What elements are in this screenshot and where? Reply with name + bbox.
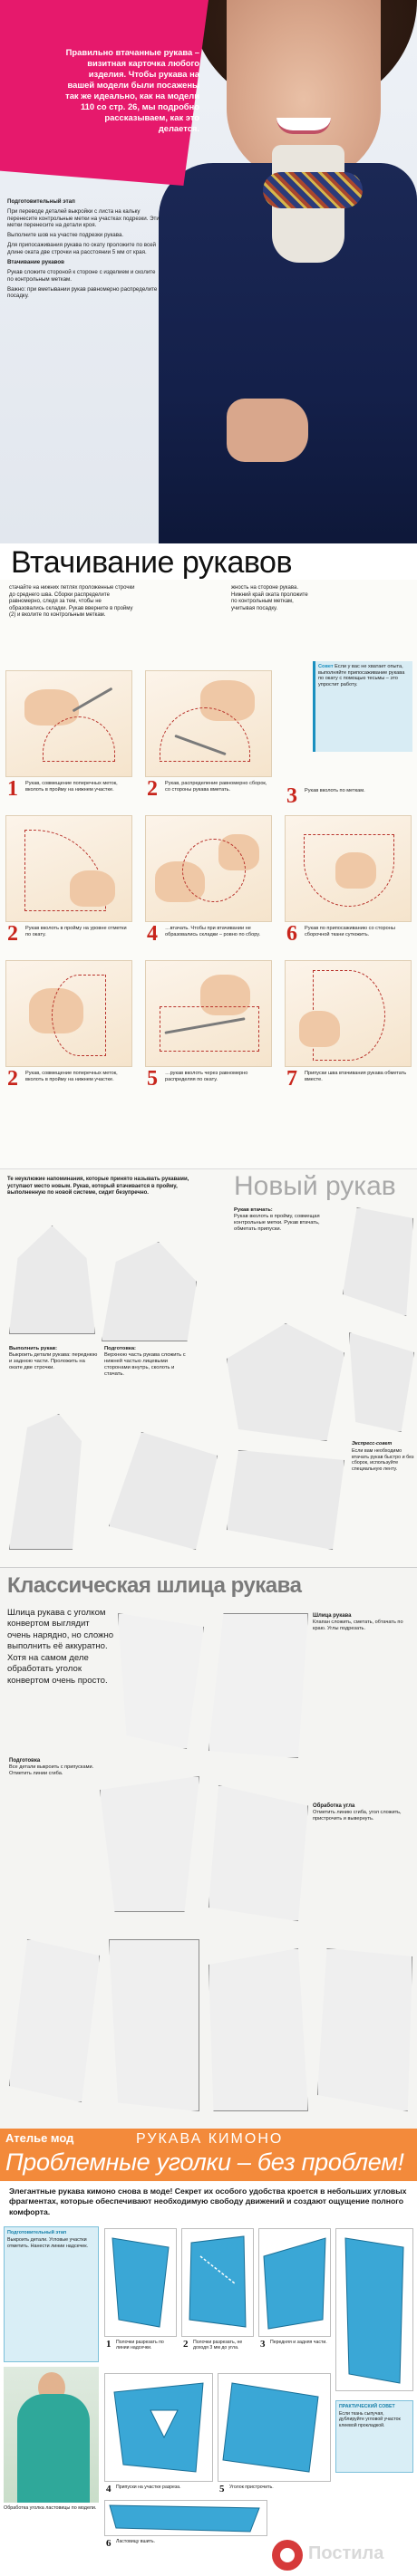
- step-card: [285, 815, 412, 951]
- section-intro: Шлица рукава с уголком конвертом выглядит очень нарядно, но сложно выполнить её аккуратно. Хотя на самом деле обработать уголок конвертом очень просто.: [7, 1608, 114, 1686]
- steps-intro-text: стачайте на нижних петлях проложенные строчки до среднего шва. Сборки распределите равномерно, следя за тем, чтобы не образовались складки. Рукав вверните в пройму (2) и вколите по контрольным меткам.: [9, 585, 135, 618]
- text-column: [313, 1613, 414, 1632]
- watermark-text: Постила: [308, 2543, 384, 2563]
- column-heading: Выполнить рукав:: [9, 1346, 58, 1351]
- watermark-logo-icon: [272, 2540, 303, 2571]
- kimono-pattern-icon: [105, 2229, 176, 2336]
- step-number: 6: [286, 922, 297, 946]
- step-caption: Рукав, совмещение поперечных меток, вколоть в пройму на нижнем участке.: [25, 1071, 118, 1082]
- step-number: 6: [106, 2538, 112, 2549]
- model-scarf: [263, 172, 363, 208]
- orange-header: [0, 2129, 417, 2181]
- step-illustration: [5, 815, 132, 922]
- model-photo: [4, 2367, 99, 2503]
- advice-title: Совет: [318, 664, 334, 669]
- sleeve-pattern: [343, 1207, 413, 1316]
- step-panel: [104, 2228, 177, 2337]
- new-sleeve-section: [0, 1168, 417, 1567]
- step-caption: Припуски на участке разреза.: [116, 2485, 181, 2490]
- kimono-sleeve-section: [0, 2129, 417, 2576]
- step-illustration: [145, 960, 272, 1067]
- prep-heading: Подготовительный этап: [7, 198, 75, 205]
- step-card: [5, 960, 132, 1096]
- column-text: Все детали выкроить с припусками. Отметить линии сгиба.: [9, 1764, 94, 1776]
- step-caption: Полочки разрезать, не доходя 3 мм до угла.: [193, 2340, 243, 2350]
- step-paragraph-1: Рукав сложите стороной к стороне с изделием и сколите по контрольным меткам.: [7, 269, 156, 283]
- rubric-atelier: Ателье мод: [5, 2131, 74, 2145]
- prep-title: Подготовительный этап: [7, 2230, 67, 2235]
- sleeve-pattern: [9, 1414, 100, 1550]
- step-number: 7: [286, 1067, 297, 1091]
- step-caption: …рукав вколоть через равномерно распределяя по окату.: [165, 1071, 248, 1082]
- sleeve-setting-steps: [0, 580, 417, 1168]
- column-heading: Шлица рукава: [313, 1613, 352, 1619]
- column-text: Клапан сложить, сметать, обтачать по краю. Углы подрезать.: [313, 1620, 403, 1631]
- step-panel: [104, 2373, 213, 2482]
- step-caption: Ластовицу вшить.: [116, 2539, 156, 2544]
- sleeve-pattern: [227, 1450, 344, 1550]
- prep-paragraph-2: Выполните шов на участке подрезки рукава.: [7, 232, 124, 238]
- step-number: 2: [147, 777, 158, 801]
- step-number: 3: [260, 2339, 266, 2350]
- model-caption: Обработка уголка ластовицы по модели.: [4, 2505, 97, 2511]
- step-illustration: [5, 670, 132, 777]
- section-lead: Элегантные рукава кимоно снова в моде! Секрет их особого удобства кроется в небольших угловых фрагментах, которые обеспечивают необходимую свободу движений и создают ощущение полного комфорта.: [9, 2187, 407, 2216]
- sleeve-pattern: [9, 1226, 95, 1334]
- slit-pattern: [208, 1613, 308, 1758]
- kimono-pattern-icon: [105, 2374, 212, 2481]
- step-caption: Рукав по припосаживанию со стороны сборочной ткани сутюжить.: [305, 926, 395, 937]
- site-watermark: [272, 2538, 415, 2574]
- section-headline: Проблемные уголки – без проблем!: [5, 2148, 404, 2176]
- step-caption: Уголок пристрочить.: [229, 2485, 274, 2490]
- step-caption: Рукав вколоть в пройму на уровне отметки по окату.: [25, 926, 127, 937]
- kimono-pattern-icon: [259, 2229, 330, 2336]
- step-card: [145, 815, 272, 951]
- column-heading: Подготовка: [9, 1758, 41, 1764]
- step-card: [145, 960, 272, 1096]
- prep-box: [4, 2226, 99, 2362]
- sleeve-pattern: [102, 1242, 197, 1341]
- intro-text: [7, 195, 161, 303]
- step-card: [285, 960, 412, 1096]
- step-number: 2: [7, 922, 18, 946]
- sleeve-pattern: [227, 1323, 344, 1441]
- slit-pattern: [100, 1776, 199, 1912]
- step-number: 3: [286, 784, 297, 808]
- step-caption: …втачать. Чтобы при втачивании не образовались складки – ровно по сбору.: [165, 926, 261, 937]
- step-caption: Рукав вколоть по меткам.: [305, 788, 365, 793]
- slit-pattern: [317, 1948, 412, 2111]
- sleeve-slit-section: [0, 1567, 417, 2129]
- intro-section: [0, 0, 417, 580]
- step-heading: Втачивание рукавов: [7, 259, 64, 266]
- express-tip: [352, 1441, 415, 1550]
- section-title: Классическая шлица рукава: [7, 1573, 302, 1598]
- column-text: Выкроить детали рукава: переднюю и заднюю части. Проложить на окате две строчки.: [9, 1352, 98, 1371]
- section-title: Новый рукав: [234, 1171, 396, 1201]
- prep-paragraph-3: Для припосаживания рукава по окату проложите по всей длине оката две строчки на расстоянии 5 мм от края.: [7, 241, 156, 255]
- step-caption: Полочки разрезать по линии надсечки.: [116, 2340, 164, 2350]
- slit-pattern: [208, 1948, 308, 2111]
- sleeve-pattern: [109, 1432, 218, 1550]
- model-torso: [17, 2394, 90, 2503]
- advice-text: Если у вас не хватает опыта, выполняйте припосаживание рукава по окату с помощью тесьмы – это упростит работу.: [318, 664, 405, 688]
- step-caption: Припуски шва втачивания рукава обметать вместе.: [305, 1071, 407, 1082]
- express-text: Если вам необходимо втачать рукав быстро и без сборок, используйте специальную ленту.: [352, 1448, 414, 1472]
- step-panel: [181, 2228, 254, 2337]
- step-panel: [258, 2228, 331, 2337]
- express-title: Экспресс-совет: [352, 1441, 393, 1447]
- kimono-pattern-icon: [105, 2501, 267, 2535]
- step-number: 2: [183, 2339, 189, 2350]
- step-number: 5: [219, 2484, 225, 2494]
- text-column: [313, 1803, 414, 1822]
- column-text: Отметить линию сгиба, угол сложить, пристрочить и вывернуть.: [313, 1810, 402, 1821]
- column-heading: Обработка угла: [313, 1803, 355, 1809]
- column-text: Верхнюю часть рукава сложить с нижней частью лицевыми сторонами внутрь, сколоть и стачать.: [104, 1352, 186, 1378]
- step-illustration: [145, 815, 272, 922]
- step-number: 5: [147, 1067, 158, 1091]
- step-caption: Передняя и задняя части.: [270, 2340, 327, 2345]
- step-card: [285, 743, 412, 815]
- step-panel: [218, 2373, 331, 2482]
- section-title: Втачивание рукавов: [11, 545, 293, 580]
- steps-column-text: жность на стороне рукава. Нижний край оката проложите по контрольным меткам, учитывая посадку.: [231, 585, 308, 611]
- step-number: 1: [7, 777, 18, 801]
- slit-pattern: [9, 1939, 100, 2102]
- column-heading: Рукав втачать:: [234, 1207, 273, 1213]
- tip-text: Если ткань сыпучая, дублируйте угловой участок клеевой прокладкой.: [339, 2411, 401, 2428]
- sleeve-pattern: [349, 1332, 414, 1432]
- text-column: [9, 1346, 100, 1371]
- slit-pattern: [208, 1785, 308, 1921]
- step-caption: Рукав, совмещение поперечных меток, вколоть в пройму на нижнем участке.: [25, 781, 118, 793]
- rubric-kimono: РУКАВА КИМОНО: [136, 2131, 284, 2147]
- step-illustration: [285, 960, 412, 1067]
- slit-pattern: [118, 1613, 204, 1749]
- kimono-pattern-icon: [218, 2374, 330, 2481]
- advice-box: [313, 661, 412, 752]
- step-number: 4: [106, 2484, 112, 2494]
- kimono-pattern-icon: [336, 2229, 412, 2390]
- left-column: [4, 2226, 99, 2571]
- kimono-pattern-icon: [182, 2229, 253, 2336]
- text-column: [104, 1346, 195, 1378]
- step-panel: [104, 2500, 267, 2536]
- step-number: 1: [106, 2339, 112, 2350]
- model-smile: [276, 118, 331, 134]
- text-column: [234, 1207, 334, 1233]
- tip-title: ПРАКТИЧЕСКИЙ СОВЕТ: [339, 2404, 395, 2409]
- step-card: [5, 670, 132, 806]
- slit-pattern: [109, 1939, 199, 2111]
- step-caption: Рукав, распределение равномерно сборок, со стороны рукава вметать.: [165, 781, 267, 793]
- column-heading: Подготовка:: [104, 1346, 136, 1351]
- step-card: [145, 670, 272, 806]
- step-panel: [335, 2228, 413, 2391]
- section-title-bar: [0, 543, 417, 580]
- section-intro: Те неуклюжие напоминания, которые принято называть рукавами, уступают место новым. Рукав, который втачивается в пройму, выполненную по новой системе, сидит безупречно.: [7, 1177, 189, 1196]
- model-hand: [227, 399, 308, 462]
- callout-text: Правильно втачанные рукава – визитная карточка любого изделия. Чтобы рукава на вашей модели были посажены так же идеально, как на модели 110 со стр. 26, мы подробно рассказываем, как это делается.: [65, 47, 199, 134]
- step-number: 2: [7, 1067, 18, 1091]
- column-text: Рукав вколоть в пройму, совмещая контрольные метки. Рукав втачать, обметать припуски.: [234, 1214, 320, 1233]
- prep-paragraph-1: При переводе деталей выкройки с листа на кальку перенесите контрольные метки на участках подрезки. Эти метки перенесите на детали кроя.: [7, 207, 160, 229]
- step-number: 4: [147, 922, 158, 946]
- step-illustration: [285, 815, 412, 922]
- step-card: [5, 815, 132, 951]
- step-illustration: [5, 960, 132, 1067]
- prep-text: Выкроить детали. Угловые участки отметить. Нанести линии надсечек.: [7, 2237, 89, 2249]
- practical-tip-box: [335, 2400, 413, 2473]
- step-paragraph-2: Важно: при вметывании рукав равномерно распределите посадку.: [7, 285, 158, 300]
- text-column: [9, 1758, 100, 1777]
- step-illustration: [145, 670, 272, 777]
